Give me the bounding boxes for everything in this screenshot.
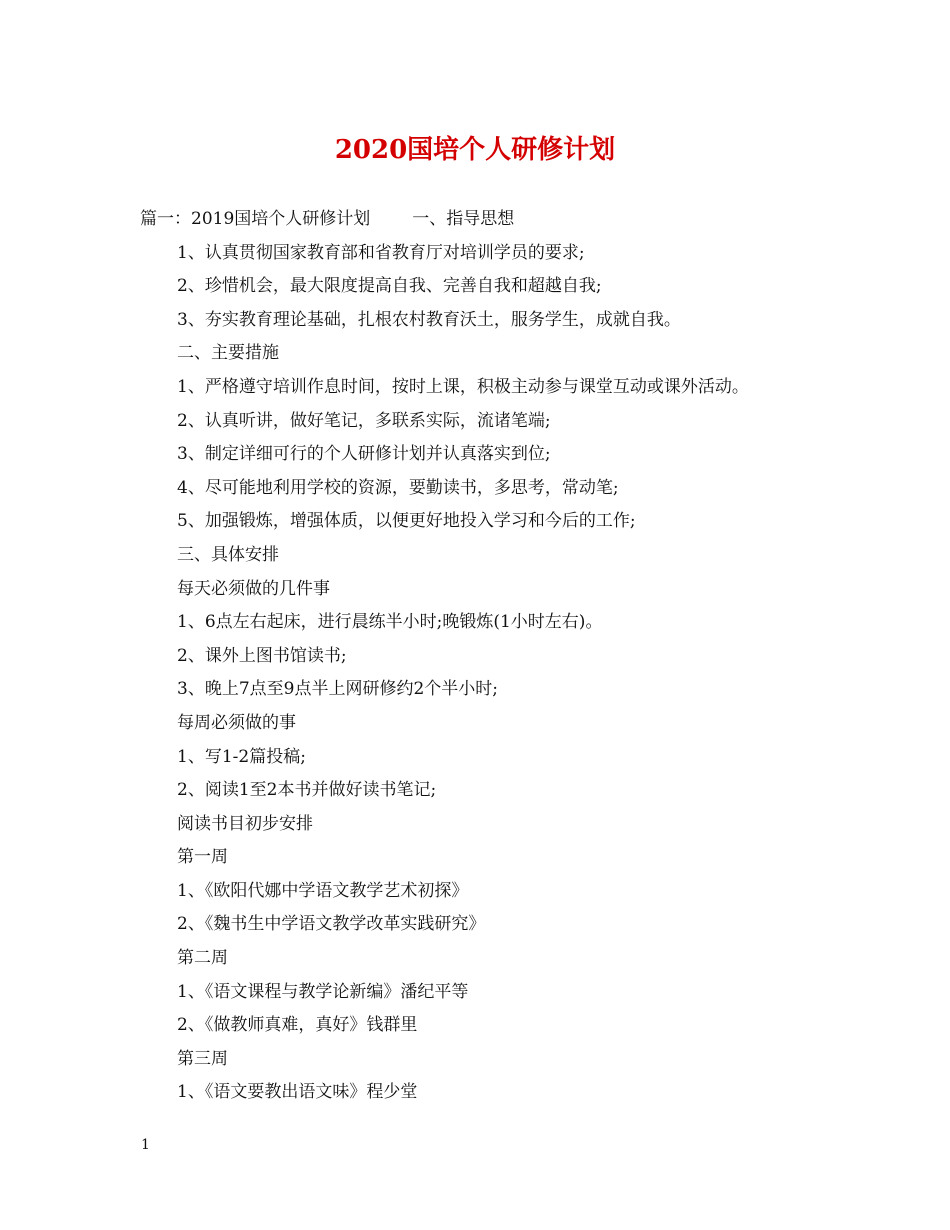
text-line: 2、阅读1至2本书并做好读书笔记; xyxy=(177,780,437,801)
text-line: 3、夯实教育理论基础，扎根农村教育沃土，服务学生，成就自我。 xyxy=(177,309,681,330)
text-line: 4、尽可能地利用学校的资源，要勤读书，多思考，常动笔; xyxy=(177,477,619,498)
text-line: 2、珍惜机会，最大限度提高自我、完善自我和超越自我; xyxy=(177,276,602,297)
text-line: 3、晚上7点至9点半上网研修约2个半小时; xyxy=(177,679,498,700)
text-line: 3、制定详细可行的个人研修计划并认真落实到位; xyxy=(177,444,551,465)
text-line: 1、6点左右起床，进行晨练半小时;晚锻炼(1小时左右)。 xyxy=(177,612,603,633)
section-heading: 二、主要措施 xyxy=(177,343,279,364)
page-number: 1 xyxy=(141,1137,150,1153)
first-line xyxy=(140,203,840,237)
text-line: 2、课外上图书馆读书; xyxy=(177,645,347,666)
text-line: 1、《欧阳代娜中学语文教学艺术初探》 xyxy=(177,880,469,901)
text-line: 5、加强锻炼，增强体质，以便更好地投入学习和今后的工作; xyxy=(177,511,636,532)
section-heading: 一、指导思想 xyxy=(412,209,515,229)
section-heading: 三、具体安排 xyxy=(177,544,279,565)
week-heading: 第三周 xyxy=(177,1048,228,1069)
text-line: 1、严格遵守培训作息时间，按时上课，积极主动参与课堂互动或课外活动。 xyxy=(177,376,749,397)
text-line: 2、《魏书生中学语文教学改革实践研究》 xyxy=(177,914,486,935)
text-line: 1、写1-2篇投稿; xyxy=(177,746,306,767)
subheading: 每周必须做的事 xyxy=(177,712,296,733)
text-line: 1、《语文要教出语文味》程少堂 xyxy=(177,1082,418,1103)
text-line: 2、认真听讲，做好笔记，多联系实际，流诸笔端; xyxy=(177,410,551,431)
week-heading: 第一周 xyxy=(177,847,228,868)
subheading: 每天必须做的几件事 xyxy=(177,578,330,599)
article-label: 篇一：2019国培个人研修计划 xyxy=(140,209,371,229)
week-heading: 第二周 xyxy=(177,948,228,969)
text-line: 1、《语文课程与教学论新编》潘纪平等 xyxy=(177,981,469,1002)
text-line: 2、《做教师真难，真好》钱群里 xyxy=(177,1015,418,1036)
text-line: 1、认真贯彻国家教育部和省教育厅对培训学员的要求; xyxy=(177,242,585,263)
subheading: 阅读书目初步安排 xyxy=(177,813,313,834)
document-body xyxy=(140,203,840,1110)
page-title: 2020国培个人研修计划 xyxy=(334,135,616,165)
